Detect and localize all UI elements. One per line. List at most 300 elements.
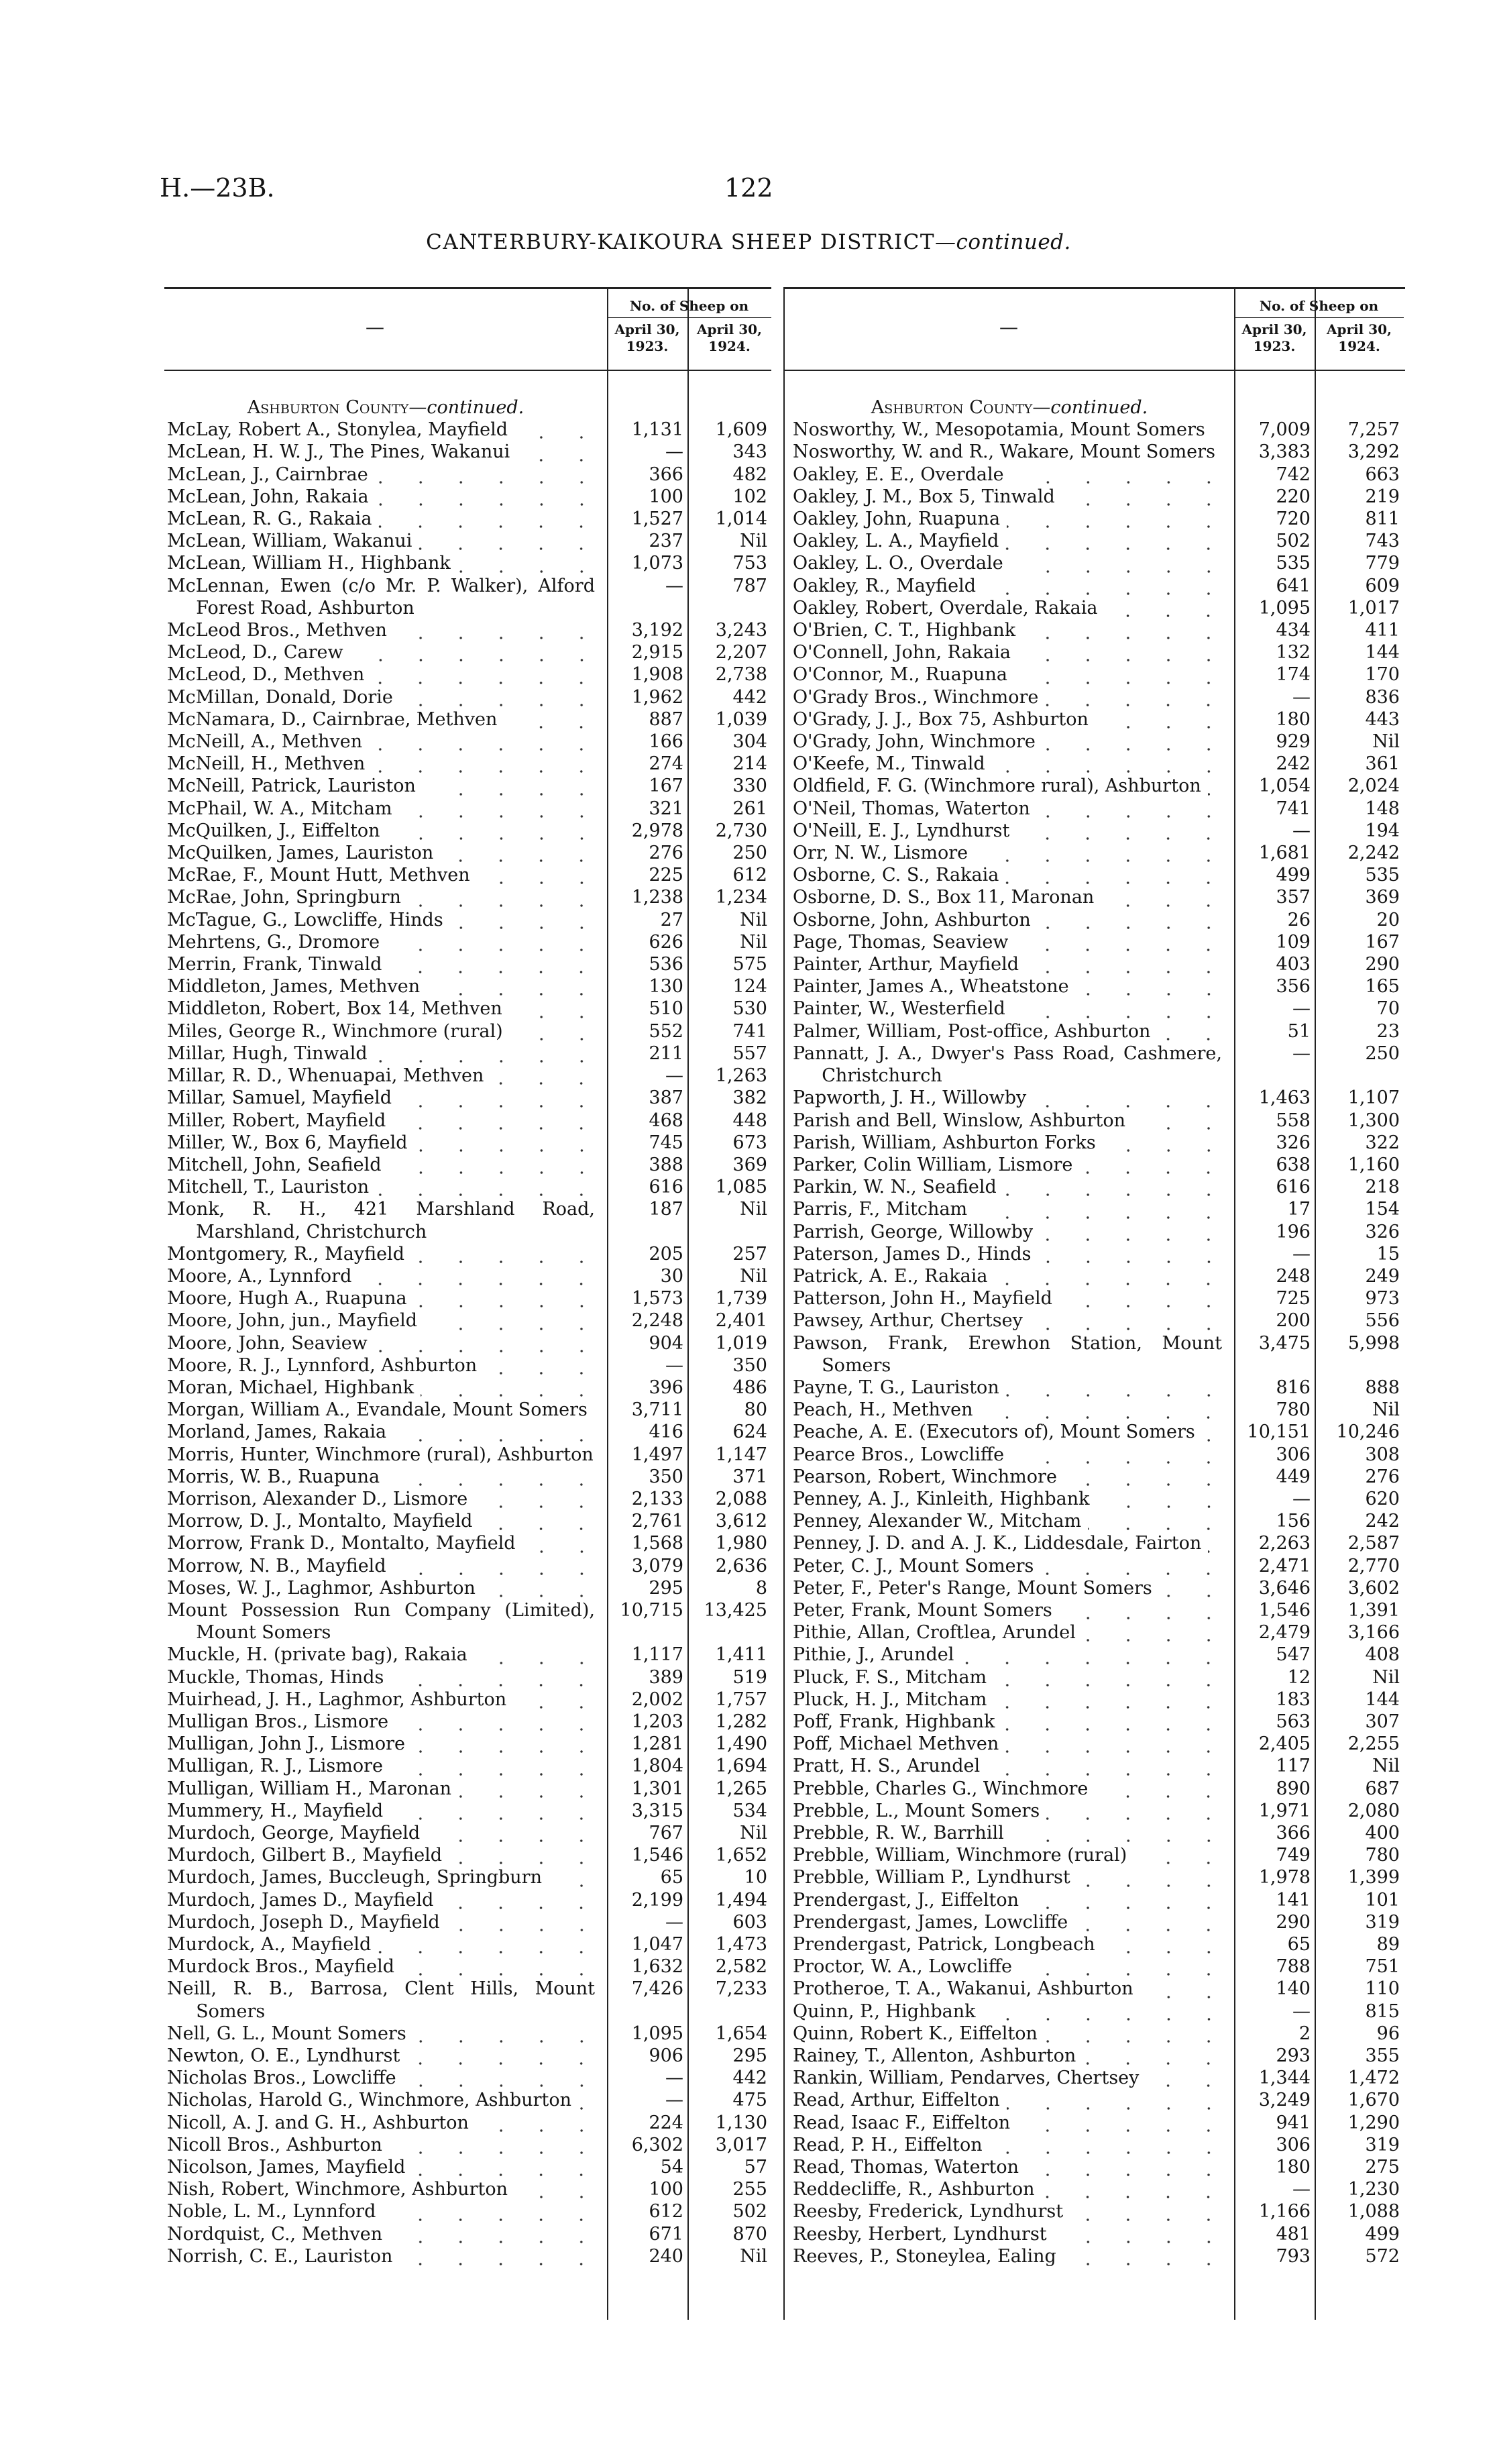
sheep-count-1923: 2,199 — [631, 1889, 683, 1911]
leader-dots — [993, 1689, 1229, 1711]
sheep-count-1923: 558 — [1276, 1110, 1311, 1131]
sheep-count-1923: 1,971 — [1258, 1800, 1311, 1821]
owner-cell — [164, 1042, 607, 1065]
sheep-count-1924: 1,399 — [1347, 1867, 1400, 1888]
sheep-count-1923: 612 — [649, 2201, 683, 2222]
leader-dots — [1033, 1087, 1229, 1110]
sheep-count-1924: 2,024 — [1347, 775, 1400, 797]
owner-cell — [785, 508, 1234, 530]
sheep-count-1924: 408 — [1365, 1644, 1400, 1666]
owner-cell — [164, 1933, 607, 1956]
table-row — [164, 975, 771, 998]
sheep-count-1924: 7,257 — [1347, 419, 1400, 441]
leader-dots — [1025, 953, 1229, 975]
table-row — [164, 1666, 771, 1689]
owner-name-address: Prebble, William P., Lyndhurst — [793, 1867, 1070, 1888]
owner-cell — [164, 1332, 607, 1354]
owner-name-address: Oakley, L. A., Mayfield — [793, 531, 999, 552]
sheep-count-1923: 481 — [1276, 2223, 1311, 2245]
sheep-count-1923: 242 — [1276, 753, 1311, 775]
owner-name-address: Poff, Michael Methven — [793, 1733, 999, 1755]
table-row — [164, 464, 771, 486]
sheep-count-1923: 388 — [649, 1154, 683, 1175]
column-header-1924: April 30, 1924. — [1327, 321, 1392, 354]
owner-cell — [164, 1110, 607, 1132]
sheep-count-1923: 510 — [649, 998, 683, 1020]
sheep-count-1923: 890 — [1276, 1778, 1311, 1799]
owner-cell — [785, 1510, 1234, 1532]
table-row — [785, 2134, 1405, 2156]
owner-name-address: McNeill, Patrick, Lauriston — [167, 775, 416, 797]
owner-cell — [785, 1822, 1234, 1844]
owner-name-address: Poff, Frank, Highbank — [793, 1711, 995, 1732]
table-row — [164, 1042, 771, 1065]
sheep-count-1924: 811 — [1365, 508, 1400, 530]
owner-name-address: Reeves, P., Stoneylea, Ealing — [793, 2245, 1056, 2267]
sheep-count-1923: 290 — [1276, 1911, 1311, 1933]
owner-cell — [785, 486, 1234, 508]
sheep-count-1924: Nil — [740, 1265, 767, 1287]
sheep-count-1923: 65 — [1287, 1934, 1311, 1956]
sheep-count-1924: 7,233 — [715, 1978, 767, 2000]
leader-dots — [504, 708, 602, 731]
sheep-count-1923: 780 — [1276, 1399, 1311, 1421]
owner-name-address: Osborne, John, Ashburton — [793, 909, 1031, 930]
owner-cell — [785, 1666, 1234, 1689]
table-row — [164, 1132, 771, 1154]
table-row — [164, 1399, 771, 1421]
leader-dots — [387, 820, 602, 842]
sheep-count-1924: 250 — [1365, 1042, 1400, 1064]
table-row — [785, 1309, 1405, 1332]
table-row — [785, 1087, 1405, 1109]
sheep-count-1924: 741 — [732, 1020, 767, 1042]
table-row — [785, 464, 1405, 486]
table-row — [785, 663, 1405, 686]
table-row — [164, 842, 771, 864]
table-row — [164, 708, 771, 731]
owner-cell — [164, 1287, 607, 1309]
leader-dots — [578, 2090, 602, 2112]
owner-cell — [785, 1755, 1234, 1777]
owner-name-address: McLean, William, Wakanui — [167, 531, 412, 552]
sheep-count-1923: 2,978 — [631, 820, 683, 841]
sheep-count-1924: 319 — [1365, 2134, 1400, 2155]
leader-dots — [1022, 619, 1229, 641]
owner-cell — [785, 1577, 1234, 1599]
owner-name-address: Moore, John, jun., Mayfield — [167, 1310, 418, 1332]
table-row — [785, 597, 1405, 619]
owner-name-address: Proctor, W. A., Lowcliffe — [793, 1956, 1012, 1978]
owner-name-address: McPhail, W. A., Mitcham — [167, 798, 392, 819]
owner-cell — [164, 1778, 607, 1800]
sheep-count-group-header: No. of Sheep on — [1234, 294, 1404, 318]
owner-cell — [785, 619, 1234, 641]
sheep-count-1924: 214 — [732, 753, 767, 775]
owner-cell — [164, 1377, 607, 1399]
owner-cell — [785, 530, 1234, 552]
sheep-count-1923: 183 — [1276, 1689, 1311, 1710]
owner-name-address: Prendergast, Patrick, Longbeach — [793, 1934, 1095, 1956]
owner-cell — [164, 1800, 607, 1822]
owner-name-address: McLay, Robert A., Stonylea, Mayfield — [167, 419, 508, 441]
sheep-count-1923: 100 — [649, 2179, 683, 2200]
owner-name-address: Quinn, Robert K., Eiffelton — [793, 2023, 1038, 2044]
owner-name-address: Murdock Bros., Mayfield — [167, 1956, 395, 1978]
sheep-count-1923: 563 — [1276, 1711, 1311, 1732]
owner-name-address: O'Connell, John, Rakaia — [793, 642, 1011, 663]
sheep-count-1923: 7,009 — [1258, 419, 1311, 441]
owner-cell — [164, 686, 607, 708]
leader-dots — [1070, 2201, 1229, 2223]
county-heading — [785, 396, 1234, 419]
sheep-count-1923: 225 — [649, 865, 683, 886]
owner-name-address: Protheroe, T. A., Wakanui, Ashburton — [793, 1978, 1133, 2000]
owner-cell — [785, 1399, 1234, 1421]
table-row — [164, 1933, 771, 1956]
owner-name-address: Nell, G. L., Mount Somers — [167, 2023, 406, 2044]
leader-dots — [1016, 820, 1229, 842]
leader-dots — [399, 2245, 602, 2267]
sheep-count-1924: 2,242 — [1347, 843, 1400, 864]
owner-name-address: McLennan, Ewen (c/o Mr. P. Walker), Alford Forest Road, Ashburton — [167, 575, 595, 619]
table-row — [164, 1577, 771, 1599]
sheep-count-1924: 96 — [1376, 2023, 1400, 2044]
sheep-count-1923: — — [1292, 1042, 1311, 1064]
leader-dots — [960, 1644, 1229, 1666]
table-row — [785, 864, 1405, 886]
leader-dots — [1077, 1867, 1229, 1889]
leader-dots — [1159, 1577, 1229, 1599]
table-row — [785, 1110, 1405, 1132]
table-row — [785, 1577, 1405, 1599]
table-row — [164, 2023, 771, 2045]
owner-cell — [164, 1176, 607, 1198]
owner-name-address: Nicholas Bros., Lowcliffe — [167, 2068, 396, 2089]
leader-dots — [369, 731, 602, 753]
table-row — [785, 798, 1405, 820]
sheep-count-1924: 1,265 — [715, 1778, 767, 1799]
owner-cell — [785, 1689, 1234, 1711]
leader-dots — [1062, 486, 1229, 508]
leader-dots — [994, 1265, 1229, 1287]
owner-name-address: McRae, F., Mount Hutt, Methven — [167, 865, 470, 886]
owner-name-address: Murdock, A., Mayfield — [167, 1934, 372, 1956]
owner-cell — [164, 1666, 607, 1689]
table-row — [785, 2156, 1405, 2178]
owner-cell — [785, 1844, 1234, 1866]
sheep-count-1923: 3,315 — [631, 1800, 683, 1821]
owner-name-address: Muckle, H. (private bag), Rakaia — [167, 1644, 467, 1666]
leader-dots — [482, 1577, 602, 1599]
sheep-count-1923: 3,646 — [1258, 1577, 1311, 1599]
owner-cell — [785, 1866, 1234, 1888]
sheep-count-1923: 616 — [649, 1177, 683, 1198]
owner-name-address: Neill, R. B., Barrosa, Clent Hills, Mount Somers — [167, 1978, 595, 2022]
sheep-count-1924: 603 — [732, 1911, 767, 1933]
sheep-count-1923: 396 — [649, 1377, 683, 1398]
leader-dots — [1025, 1889, 1229, 1911]
owner-name-address: Reddecliffe, R., Ashburton — [793, 2179, 1035, 2200]
table-row — [785, 753, 1405, 775]
sheep-count-1923: 2,761 — [631, 1511, 683, 1532]
table-row — [164, 1866, 771, 1888]
sheep-count-1924: 575 — [732, 954, 767, 975]
owner-name-address: Murdoch, George, Mayfield — [167, 1823, 421, 1843]
table-row — [164, 953, 771, 975]
leader-dots — [1076, 975, 1229, 998]
owner-name-address: McLean, J., Cairnbrae — [167, 464, 368, 485]
sheep-count-1923: 2,479 — [1258, 1622, 1311, 1644]
owner-name-address: Parish, William, Ashburton Forks — [793, 1132, 1096, 1153]
sheep-count-1924: 2,730 — [715, 820, 767, 841]
sheep-count-1924: 371 — [732, 1466, 767, 1487]
sheep-count-1923: 140 — [1276, 1978, 1311, 2000]
owner-cell — [164, 1599, 607, 1644]
owner-cell — [164, 864, 607, 886]
sheep-count-1923: — — [665, 1065, 683, 1087]
leader-dots — [358, 1265, 602, 1287]
table-row — [785, 1154, 1405, 1176]
table-row — [164, 864, 771, 886]
table-row — [164, 1110, 771, 1132]
owner-cell — [785, 1644, 1234, 1666]
sheep-count-1924: 219 — [1365, 486, 1400, 507]
sheep-count-1923: 502 — [1276, 531, 1311, 552]
sheep-count-1923: 180 — [1276, 708, 1311, 730]
owner-cell — [164, 1510, 607, 1532]
sheep-count-1923: 1,568 — [631, 1533, 683, 1554]
county-suffix: —continued. — [1032, 397, 1148, 418]
sheep-count-1924: 1,290 — [1347, 2112, 1400, 2133]
leader-dots — [1007, 508, 1229, 530]
owner-cell — [785, 1532, 1234, 1554]
leader-dots — [983, 575, 1229, 597]
sheep-count-1924: Nil — [1372, 731, 1400, 753]
leader-dots — [474, 1488, 602, 1510]
sheep-count-1924: 70 — [1376, 998, 1400, 1020]
table-row — [785, 1911, 1405, 1933]
sheep-count-1924: 355 — [1365, 2045, 1400, 2067]
sheep-count-1924: 261 — [732, 798, 767, 819]
table-row — [164, 1354, 771, 1377]
owner-cell — [785, 1221, 1234, 1243]
leader-dots — [1017, 2112, 1229, 2134]
table-row — [785, 1956, 1405, 1978]
sheep-count-1924: Nil — [740, 931, 767, 953]
leader-dots — [477, 864, 602, 886]
owner-name-address: Nicholas, Harold G., Winchmore, Ashburton — [167, 2090, 571, 2111]
sheep-count-1923: 1,546 — [1258, 1599, 1311, 1621]
title-suffix: —continued. — [935, 230, 1071, 254]
sheep-count-1923: — — [1292, 2179, 1311, 2200]
table-row — [164, 441, 771, 463]
sheep-count-1924: 319 — [1365, 1911, 1400, 1933]
owner-cell — [785, 931, 1234, 953]
sheep-count-1924: 361 — [1365, 753, 1400, 775]
sheep-count-1923: 403 — [1276, 954, 1311, 975]
owner-cell — [785, 1198, 1234, 1220]
table-row — [785, 1020, 1405, 1042]
owner-cell — [785, 1466, 1234, 1488]
owner-name-address: Payne, T. G., Lauriston — [793, 1377, 999, 1398]
owner-name-address: Murdoch, Joseph D., Mayfield — [167, 1911, 440, 1933]
sheep-count-1924: 10,246 — [1336, 1422, 1400, 1443]
owner-cell — [164, 2223, 607, 2245]
sheep-count-1924: 1,263 — [715, 1065, 767, 1087]
sheep-count-1924: 369 — [1365, 887, 1400, 908]
owner-name-address: Painter, W., Westerfield — [793, 998, 1005, 1020]
sheep-count-1923: 2,915 — [631, 642, 683, 663]
sheep-count-1923: 741 — [1276, 798, 1311, 819]
leader-dots — [1012, 998, 1229, 1020]
table-row — [785, 2089, 1405, 2111]
leader-dots — [1208, 775, 1229, 798]
leader-dots — [1063, 2245, 1229, 2267]
owner-cell — [785, 1911, 1234, 1933]
leader-dots — [424, 1310, 602, 1332]
owner-cell — [164, 1555, 607, 1577]
leader-dots — [374, 1332, 602, 1354]
page-number: 122 — [724, 173, 773, 203]
owner-name-address: Miller, Robert, Mayfield — [167, 1110, 386, 1131]
leader-dots — [600, 1444, 602, 1466]
owner-cell — [785, 597, 1234, 619]
sheep-count-1923: 1,804 — [631, 1756, 683, 1777]
sheep-count-1924: 124 — [732, 976, 767, 998]
owner-name-address: Parris, F., Mitcham — [793, 1199, 968, 1220]
table-row — [785, 1666, 1405, 1689]
sheep-count-1923: 552 — [649, 1020, 683, 1042]
sheep-count-1924: 442 — [732, 686, 767, 708]
owner-name-address: Morris, W. B., Ruapuna — [167, 1466, 380, 1487]
owner-name-address: Mitchell, T., Lauriston — [167, 1177, 370, 1198]
owner-cell — [785, 798, 1234, 820]
table-row — [164, 886, 771, 908]
table-row — [164, 1800, 771, 1822]
owner-cell — [164, 1822, 607, 1844]
sheep-count-1924: 167 — [1365, 931, 1400, 953]
county-suffix: —continued. — [408, 397, 524, 418]
owner-name-address: McQuilken, James, Lauriston — [167, 843, 434, 864]
owner-cell — [164, 1198, 607, 1242]
owner-cell — [164, 508, 607, 530]
sheep-count-1924: 2,088 — [715, 1488, 767, 1509]
table-row — [785, 552, 1405, 574]
owner-cell — [785, 1087, 1234, 1109]
owner-name-address: Oakley, E. E., Overdale — [793, 464, 1004, 485]
sheep-count-1923: 536 — [649, 954, 683, 975]
leader-dots — [509, 998, 602, 1020]
table-row — [164, 820, 771, 842]
sheep-count-1923: 1,095 — [1258, 597, 1311, 619]
sheep-count-1923: 1,463 — [1258, 1087, 1311, 1109]
table-row — [785, 775, 1405, 797]
table-row — [164, 998, 771, 1020]
table-row — [164, 1377, 771, 1399]
owner-name-address: Prendergast, James, Lowcliffe — [793, 1911, 1068, 1933]
sheep-count-1923: 10,715 — [620, 1599, 683, 1621]
owner-cell — [785, 775, 1234, 797]
table-row — [785, 2223, 1405, 2245]
sheep-count-1923: 321 — [649, 798, 683, 819]
leader-dots — [1083, 2045, 1229, 2067]
owner-cell — [164, 2045, 607, 2067]
sheep-count-1924: 3,243 — [715, 620, 767, 641]
owner-cell — [164, 1065, 607, 1087]
owner-name-address: Pannatt, J. A., Dwyer's Pass Road, Cashmere, Christchurch — [793, 1042, 1222, 1087]
sheep-count-1924: 144 — [1365, 1689, 1400, 1710]
table-row — [785, 1822, 1405, 1844]
owner-cell — [785, 1309, 1234, 1332]
sheep-count-1924: 23 — [1376, 1020, 1400, 1042]
table-row — [164, 731, 771, 753]
owner-cell — [785, 731, 1234, 753]
leader-dots — [522, 1533, 602, 1555]
sheep-count-1923: — — [1292, 1243, 1311, 1265]
sheep-count-1924: 753 — [732, 553, 767, 574]
table-row — [164, 2067, 771, 2089]
sheep-count-1924: 780 — [1365, 1845, 1400, 1866]
owner-name-address: Quinn, P., Highbank — [793, 2000, 976, 2022]
table-row — [785, 530, 1405, 552]
sheep-count-1924: 322 — [1365, 1132, 1400, 1153]
sheep-count-1923: 366 — [649, 464, 683, 485]
sheep-count-1923: 1,497 — [631, 1444, 683, 1465]
owner-cell — [785, 2245, 1234, 2267]
leader-dots — [979, 1399, 1229, 1421]
sheep-count-1924: 609 — [1365, 575, 1400, 596]
owner-cell — [164, 486, 607, 508]
leader-dots — [390, 1800, 602, 1822]
sheep-count-1923: 2,263 — [1258, 1533, 1311, 1554]
sheep-count-1923: — — [665, 441, 683, 463]
owner-name-address: Morrow, Frank D., Montalto, Mayfield — [167, 1533, 516, 1554]
leader-dots — [378, 508, 602, 530]
sheep-count-1924: 1,107 — [1347, 1087, 1400, 1109]
table-row — [164, 775, 771, 797]
sheep-count-1923: — — [1292, 1488, 1311, 1509]
owner-name-address: Middleton, James, Methven — [167, 976, 421, 998]
owner-name-address: Miles, George R., Winchmore (rural) — [167, 1020, 503, 1042]
owner-cell — [785, 1733, 1234, 1755]
sheep-count-1923: 293 — [1276, 2045, 1311, 2067]
leader-dots — [1030, 1310, 1229, 1332]
table-row — [785, 641, 1405, 663]
owner-name-address: Moses, W. J., Laghmor, Ashburton — [167, 1577, 476, 1599]
leader-dots — [1042, 731, 1229, 753]
table-row — [785, 886, 1405, 908]
sheep-count-1924: 369 — [732, 1154, 767, 1175]
owner-cell — [164, 798, 607, 820]
table-row — [164, 1087, 771, 1109]
sheep-count-1923: 211 — [649, 1042, 683, 1064]
table-row — [164, 1778, 771, 1800]
table-row — [164, 619, 771, 641]
sheep-count-1924: 1,039 — [715, 708, 767, 730]
leader-dots — [403, 2067, 602, 2089]
owner-name-address: Peter, C. J., Mount Somers — [793, 1555, 1034, 1576]
leader-dots — [1222, 441, 1229, 464]
table-row — [785, 1198, 1405, 1220]
table-row — [164, 2178, 771, 2200]
sheep-count-1924: 751 — [1365, 1956, 1400, 1978]
sheep-count-1923: 1,301 — [631, 1778, 683, 1799]
table-row — [164, 1332, 771, 1354]
owner-name-address: Millar, Hugh, Tinwald — [167, 1042, 368, 1064]
owner-name-address: Rankin, William, Pendarves, Chertsey — [793, 2068, 1140, 2089]
sheep-count-1923: 3,249 — [1258, 2090, 1311, 2111]
